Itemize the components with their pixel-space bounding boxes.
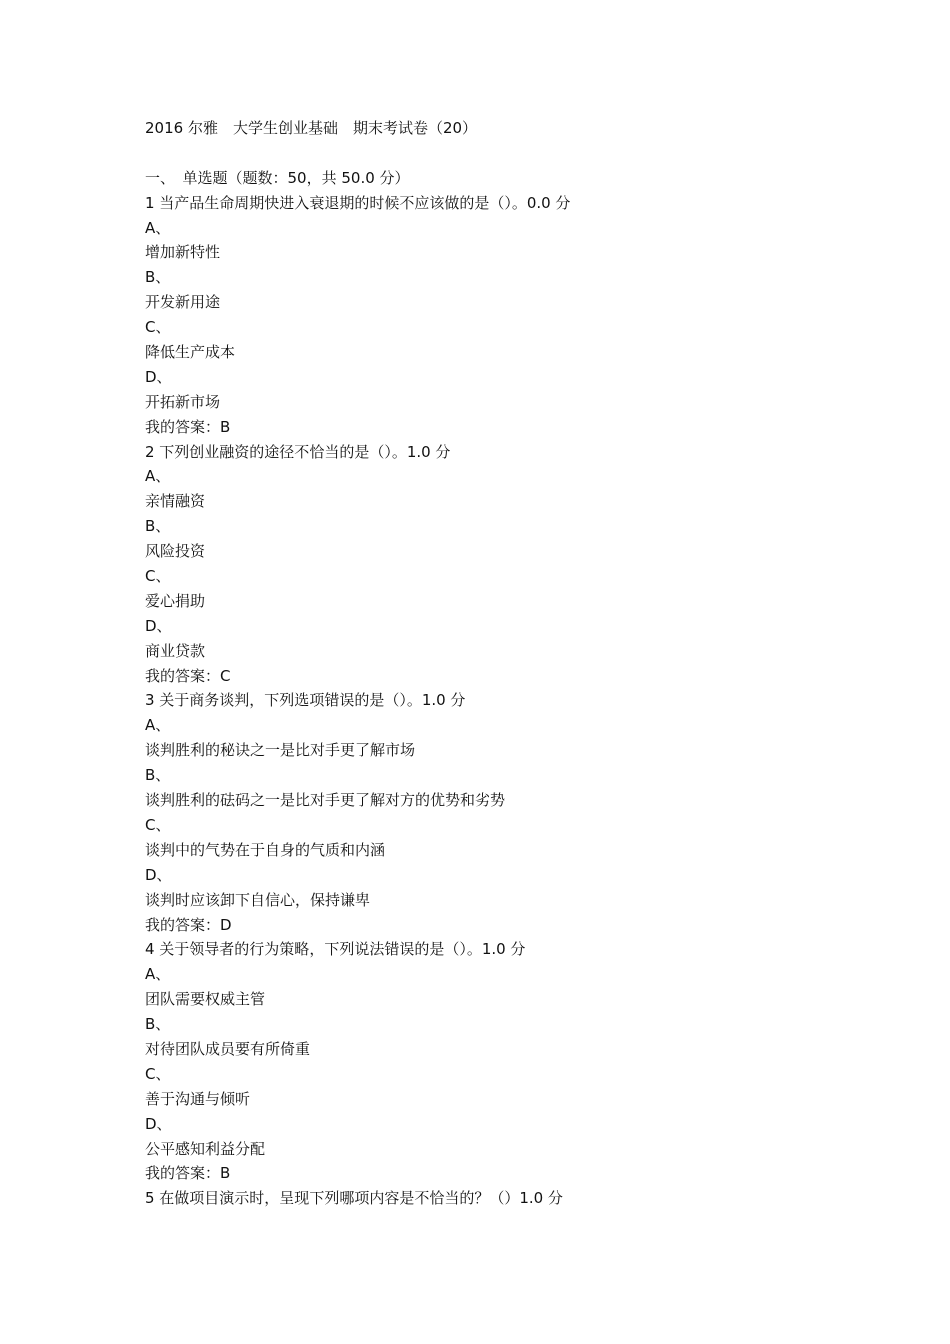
question-stem: 4 关于领导者的行为策略，下列说法错误的是（）。1.0 分 [145,940,526,959]
option-text: 降低生产成本 [145,343,236,362]
option-label: B、 [145,766,171,785]
question-stem: 5 在做项目演示时，呈现下列哪项内容是不恰当的？（）1.0 分 [145,1189,563,1208]
option-label: A、 [145,716,171,735]
option-label: C、 [145,318,171,337]
option-text: 团队需要权威主管 [145,990,266,1009]
option-label: D、 [145,616,172,635]
option-text: 亲情融资 [145,492,206,511]
option-label: C、 [145,567,171,586]
my-answer: 我的答案：B [145,1164,231,1183]
option-text: 开发新用途 [145,293,221,312]
option-text: 谈判时应该卸下自信心，保持谦卑 [145,890,371,909]
question [145,688,865,937]
option-label: C、 [145,815,171,834]
option-label: D、 [145,367,172,386]
option-text: 风险投资 [145,542,206,561]
my-answer: 我的答案：B [145,417,231,436]
option-text: 谈判胜利的砝码之一是比对手更了解对方的优势和劣势 [145,791,506,810]
question [145,440,865,689]
option-text: 对待团队成员要有所倚重 [145,1039,311,1058]
option-label: D、 [145,1114,172,1133]
option-text: 谈判胜利的秘诀之一是比对手更了解市场 [145,741,416,760]
my-answer: 我的答案：D [145,915,232,934]
question-stem: 3 关于商务谈判，下列选项错误的是（）。1.0 分 [145,691,466,710]
option-text: 善于沟通与倾听 [145,1089,251,1108]
my-answer: 我的答案：C [145,666,231,685]
option-label: A、 [145,467,171,486]
question-stem: 1 当产品生命周期快进入衰退期的时候不应该做的是（）。0.0 分 [145,193,571,212]
question-stem: 2 下列创业融资的途径不恰当的是（）。1.0 分 [145,442,451,461]
option-label: B、 [145,517,171,536]
option-label: C、 [145,1064,171,1083]
option-label: D、 [145,865,172,884]
question [145,191,865,440]
option-text: 商业贷款 [145,641,206,660]
option-label: A、 [145,965,171,984]
option-text: 增加新特性 [145,243,221,262]
option-label: A、 [145,218,171,237]
document-title: 2016 尔雅 大学生创业基础 期末考试卷（20） [145,119,478,137]
question [145,1186,865,1211]
option-label: B、 [145,1015,171,1034]
option-text: 公平感知利益分配 [145,1139,266,1158]
question [145,937,865,1186]
option-text: 爱心捐助 [145,591,206,610]
option-text: 开拓新市场 [145,392,221,411]
section-heading: 一、 单选题（题数：50，共 50.0 分） [145,168,410,187]
option-text: 谈判中的气势在于自身的气质和内涵 [145,840,386,859]
document-content [145,116,865,1211]
option-label: B、 [145,268,171,287]
